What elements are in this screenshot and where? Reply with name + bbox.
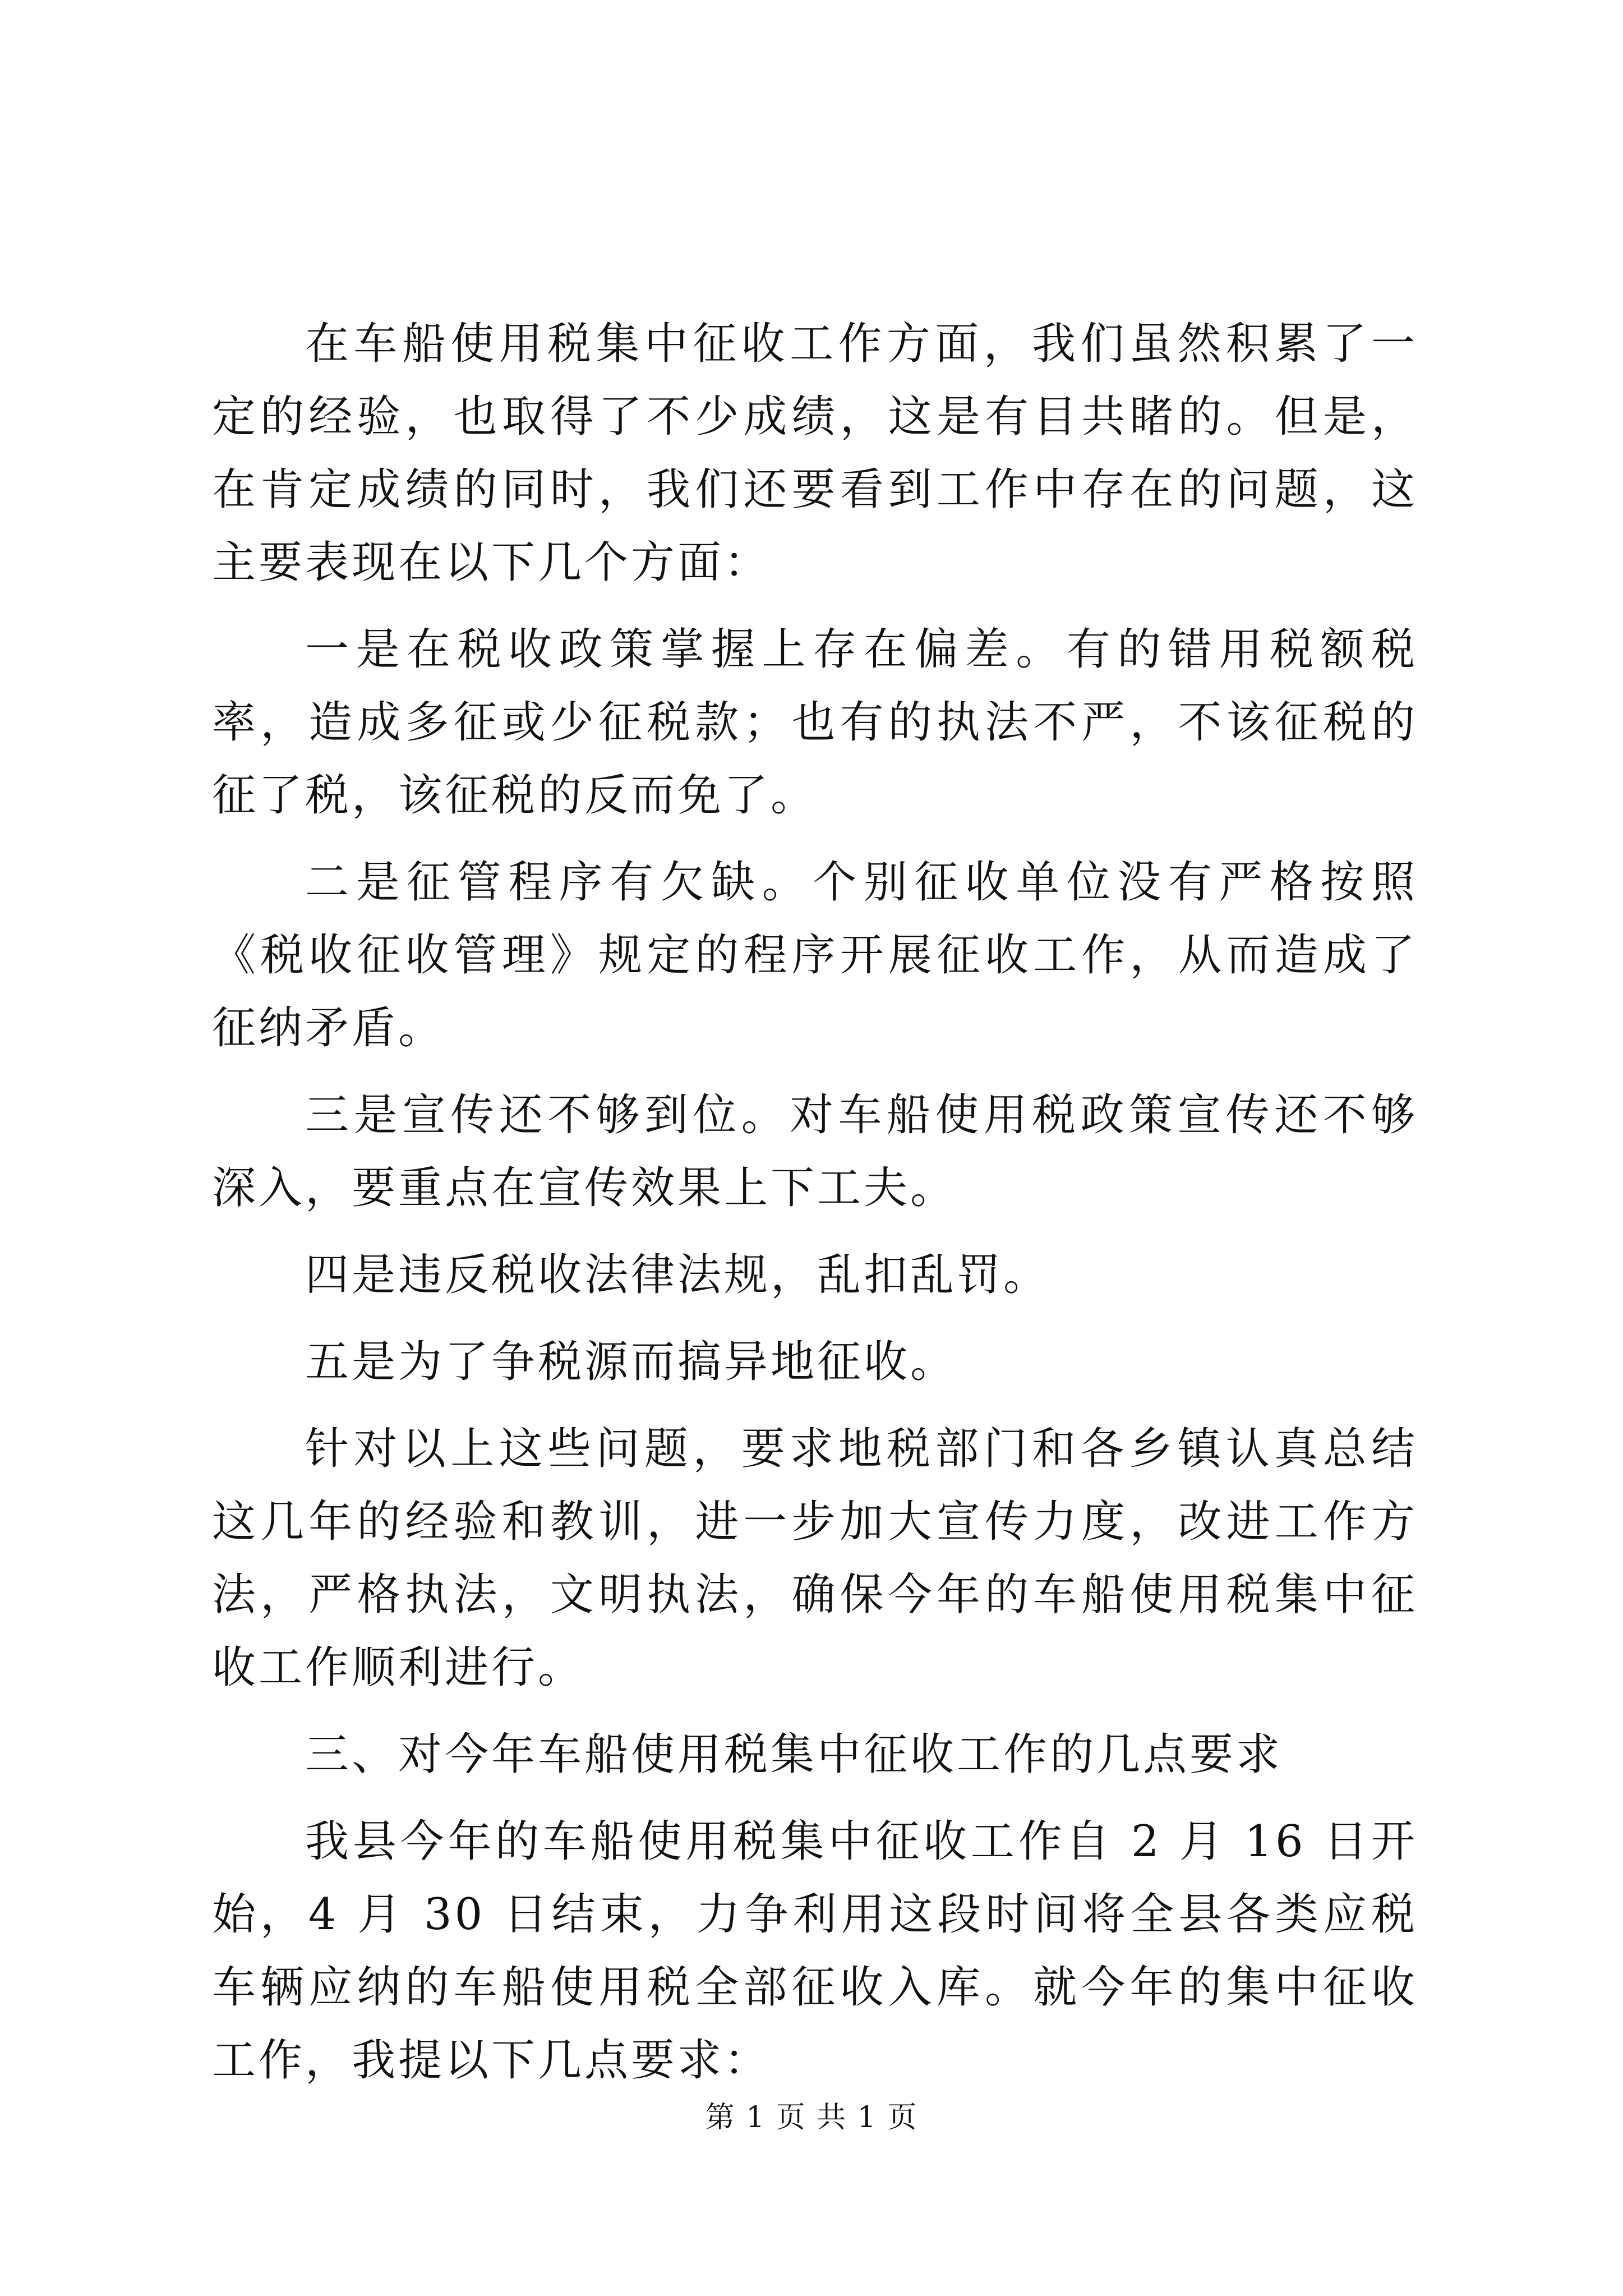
paragraph-4: 三是宣传还不够到位。对车船使用税政策宣传还不够深入，要重点在宣传效果上下工夫。 — [212, 1090, 1418, 1213]
paragraph-2: 一是在税收政策掌握上存在偏差。有的错用税额税率，造成多征或少征税款；也有的执法不严，不该征税的征了税，该征税的反而免了。 — [212, 624, 1418, 821]
paragraph-1: 在车船使用税集中征收工作方面，我们虽然积累了一定的经验，也取得了不少成绩，这是有目共睹的。但是，在肯定成绩的同时，我们还要看到工作中存在的问题，这主要表现在以下几个方面： — [212, 319, 1418, 588]
paragraph-8: 我县今年的车船使用税集中征收工作自 2 月 16 日开始，4 月 30 日结束，力争利用这段时间将全县各类应税车辆应纳的车船使用税全部征收入库。就今年的集中征收工作，我提以下几点要求： — [212, 1816, 1418, 2086]
page-footer: 第 1 页 共 1 页 — [705, 2101, 918, 2134]
paragraph-7: 针对以上这些问题，要求地税部门和各乡镇认真总结这几年的经验和教训，进一步加大宣传力度，改进工作方法，严格执法，文明执法，确保今年的车船使用税集中征收工作顺利进行。 — [212, 1424, 1418, 1693]
paragraph-6: 五是为了争税源而搞异地征收。 — [305, 1337, 957, 1387]
document-body — [212, 307, 1418, 2111]
section-heading: 三、对今年车船使用税集中征收工作的几点要求 — [305, 1729, 1283, 1780]
paragraph-3: 二是征管程序有欠缺。个别征收单位没有严格按照《税收征收管理》规定的程序开展征收工作，从而造成了征纳矛盾。 — [212, 857, 1418, 1053]
paragraph-5: 四是违反税收法律法规，乱扣乱罚。 — [305, 1250, 1050, 1300]
